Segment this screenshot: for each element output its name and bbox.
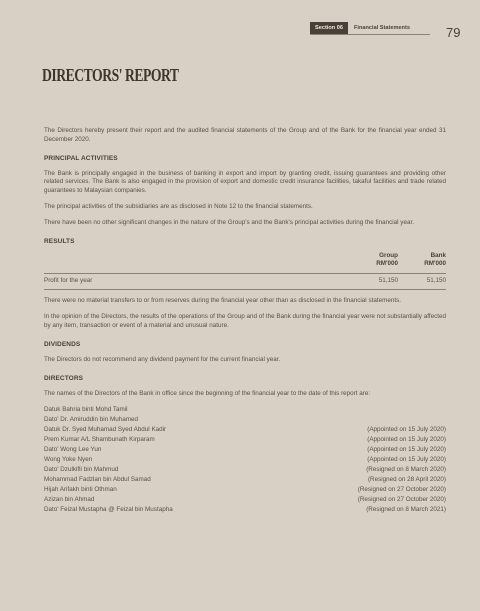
results-paragraph: There were no material transfers to or from reserves during the financial year other than as disclosed in the financial statements. [44, 297, 401, 305]
list-item: Prem Kumar A/L Shambunath Kirparam (Appointed on 15 July 2020) [44, 435, 446, 443]
directors-list [44, 405, 446, 516]
directors-intro: The names of the Directors of the Bank in office since the beginning of the financial year to the date of this report are: [44, 389, 371, 397]
header-rule [310, 34, 430, 35]
list-item: Hijah Arifakh binti Othman (Resigned on 27 October 2020) [44, 486, 446, 494]
table-rule [44, 289, 446, 290]
list-item: Azizan bin Ahmad (Resigned on 27 October 2020) [44, 496, 446, 504]
section-label: Section 06 [310, 22, 348, 34]
principal-activities-paragraph: The Bank is principally engaged in the business of banking in export and import by granting credit, issuing guarantees and providing other related services. The Bank is also engaged in the provision of export and domestic credit insurance facilities, takaful facilities and trade related guarantees to Malaysian companies. [44, 169, 446, 194]
principal-activities-heading: PRINCIPAL ACTIVITIES [44, 155, 118, 163]
results-paragraph: In the opinion of the Directors, the results of the operations of the Group and of the Bank during the financial year were not substantially affected by any item, transaction or event of a material and unusual nature. [44, 312, 446, 329]
section-header [310, 22, 410, 34]
page-number: 79 [446, 25, 461, 40]
results-table-header [44, 252, 446, 268]
results-heading: RESULTS [44, 238, 75, 246]
report-body [44, 127, 446, 515]
group-column-header: Group RM'000 [376, 251, 398, 267]
list-item: Mohammad Fadzlan bin Abdul Samad (Resigned on 28 April 2020) [44, 475, 446, 483]
list-item: Datuk Bahria binti Mohd Tamil [44, 405, 128, 413]
list-item: Dato' Dr. Amiruddin bin Muhamed [44, 415, 138, 423]
list-item: Wong Yoke Nyen (Appointed on 15 July 2020) [44, 455, 446, 463]
dividends-heading: DIVIDENDS [44, 341, 81, 349]
row-label: Profit for the year [44, 277, 93, 285]
bank-column-header: Bank RM'000 [424, 251, 446, 267]
list-item: Dato' Feizal Mustapha @ Feizal bin Mustapha (Resigned on 8 March 2021) [44, 506, 446, 514]
list-item: Dato' Dzulkifli bin Mahmud (Resigned on 8 March 2020) [44, 465, 446, 473]
list-item: Dato' Wong Lee Yun (Appointed on 15 July 2020) [44, 445, 446, 453]
principal-activities-paragraph: The principal activities of the subsidiaries are as disclosed in Note 12 to the financial statements. [44, 202, 313, 210]
table-row [44, 274, 446, 289]
section-title: Financial Statements [353, 25, 410, 31]
report-title: DIRECTORS' REPORT [42, 65, 179, 85]
dividends-paragraph: The Directors do not recommend any dividend payment for the current financial year. [44, 355, 281, 363]
intro-paragraph: The Directors hereby present their report and the audited financial statements of the Group and of the Bank for the financial year ended 31 December 2020. [44, 127, 446, 143]
group-value: 51,150 [378, 277, 398, 285]
bank-value: 51,150 [426, 277, 446, 285]
results-table [44, 252, 446, 290]
principal-activities-paragraph: There have been no other significant changes in the nature of the Group's and the Bank's principal activities during the financial year. [44, 218, 414, 226]
directors-heading: DIRECTORS [44, 375, 84, 383]
list-item: Datuk Dr. Syed Muhamad Syed Abdul Kadir (Appointed on 15 July 2020) [44, 425, 446, 433]
